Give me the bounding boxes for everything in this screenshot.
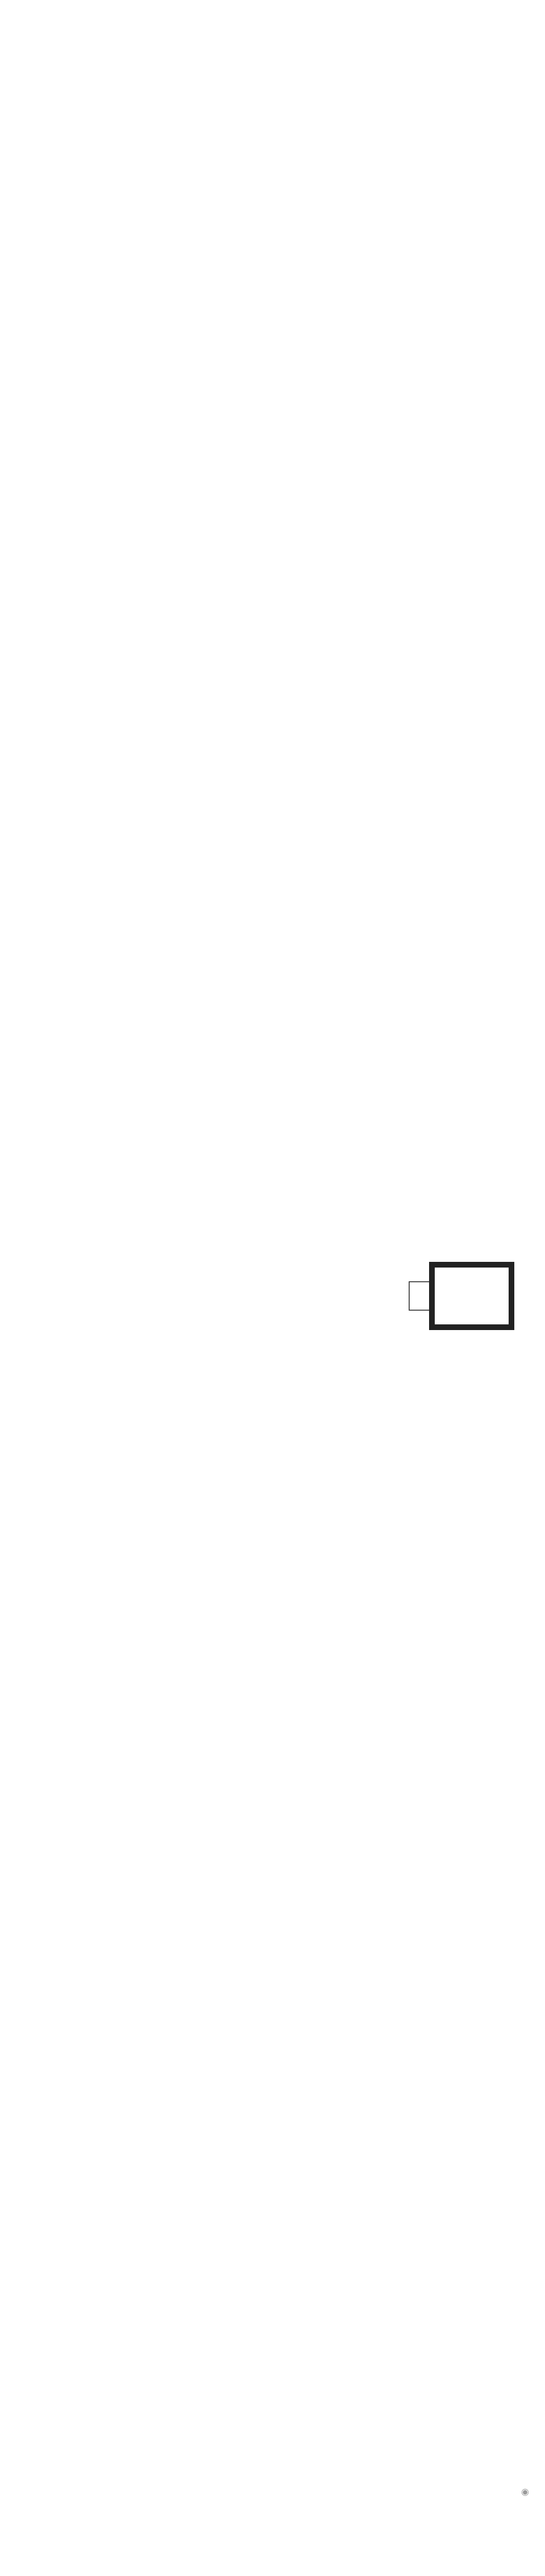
text-line	[24, 2405, 521, 2423]
text-line	[24, 851, 521, 869]
text-line	[24, 1604, 521, 1621]
text-line	[24, 869, 521, 886]
text-line	[24, 1382, 521, 1399]
text-line	[24, 2457, 521, 2474]
text-line	[24, 1024, 521, 1041]
text-line	[24, 1485, 521, 1502]
text-line	[24, 1894, 521, 1911]
text-line	[24, 1007, 521, 1024]
text-line	[24, 2133, 521, 2150]
text-line	[24, 306, 521, 323]
text-line	[24, 939, 521, 956]
text-line	[24, 1775, 521, 1792]
text-line	[24, 1928, 521, 1945]
text-line	[24, 2047, 521, 2064]
text-line	[24, 1092, 521, 1110]
section-heading	[24, 14, 521, 33]
text-line	[24, 459, 521, 476]
text-line	[24, 1826, 521, 1843]
text-line	[24, 749, 521, 766]
text-line	[24, 2474, 521, 2491]
text-line	[24, 203, 521, 221]
text-line	[24, 2320, 521, 2337]
text-line	[24, 357, 521, 374]
text-line	[24, 681, 521, 698]
text-line	[24, 2184, 521, 2201]
text-line	[24, 1758, 521, 1775]
text-line	[24, 1127, 521, 1144]
text-line	[24, 732, 521, 749]
text-line	[24, 1075, 521, 1092]
text-line	[24, 1740, 521, 1758]
text-line	[24, 1058, 521, 1075]
text-line	[24, 2508, 521, 2525]
text-line	[24, 2167, 521, 2184]
text-line	[24, 1502, 521, 1519]
text-line	[24, 1638, 521, 1655]
text-line	[24, 2201, 521, 2218]
text-line	[24, 1110, 521, 1127]
coil	[409, 1282, 432, 1310]
text-line	[24, 1792, 521, 1809]
text-line	[24, 425, 521, 442]
text-line	[24, 2218, 521, 2235]
text-line	[24, 1587, 521, 1604]
text-line	[24, 886, 521, 903]
text-line	[24, 1945, 521, 1962]
text-line	[24, 1399, 521, 1416]
text-line	[24, 186, 521, 203]
text-line	[24, 1860, 521, 1877]
text-line	[24, 834, 521, 851]
text-line	[24, 2099, 521, 2116]
text-line	[24, 118, 521, 135]
text-line	[24, 1621, 521, 1638]
text-line	[24, 50, 521, 67]
text-line	[24, 2013, 521, 2030]
text-line	[24, 527, 521, 545]
text-line	[24, 493, 521, 510]
text-line	[24, 1553, 521, 1570]
text-line	[24, 33, 521, 50]
text-line	[24, 1434, 521, 1451]
text-line	[24, 2150, 521, 2167]
text-line	[24, 289, 521, 306]
text-line	[24, 1706, 521, 1723]
text-line	[24, 238, 521, 255]
text-line	[24, 340, 521, 357]
text-line	[24, 2559, 521, 2576]
text-line	[24, 476, 521, 493]
text-line	[24, 1178, 521, 1195]
text-line	[24, 272, 521, 289]
text-line	[24, 255, 521, 272]
text-line	[24, 1195, 521, 1212]
text-line	[24, 101, 521, 118]
section-heading	[24, 920, 521, 939]
text-line	[24, 2354, 521, 2371]
text-line	[24, 2388, 521, 2405]
text-line	[24, 2252, 521, 2269]
text-line	[24, 2235, 521, 2252]
text-line	[24, 169, 521, 186]
text-line	[24, 903, 521, 920]
text-line	[24, 2269, 521, 2286]
text-line	[24, 2371, 521, 2388]
text-line	[24, 1655, 521, 1672]
text-line	[24, 510, 521, 527]
text-line	[24, 783, 521, 800]
text-line	[24, 562, 521, 579]
text-line	[24, 973, 521, 990]
text-line	[24, 1723, 521, 1740]
text-line	[24, 323, 521, 340]
text-line	[24, 1229, 521, 1246]
text-line	[24, 664, 521, 681]
text-line	[24, 1348, 521, 1365]
text-line	[24, 698, 521, 715]
text-line	[24, 135, 521, 152]
text-line	[24, 766, 521, 783]
text-line	[24, 442, 521, 459]
text-line	[24, 647, 521, 664]
text-line	[24, 1161, 521, 1178]
text-line	[24, 1451, 521, 1468]
text-line	[24, 1979, 521, 1996]
text-line	[24, 2491, 521, 2508]
text-line	[24, 579, 521, 596]
text-line	[24, 408, 521, 425]
text-line	[24, 1041, 521, 1058]
text-line	[24, 2423, 521, 2440]
text-line	[24, 1144, 521, 1161]
text-line	[24, 84, 521, 101]
text-line	[24, 613, 521, 630]
text-line	[24, 2303, 521, 2320]
text-line	[24, 1468, 521, 1485]
text-line	[24, 2542, 521, 2559]
text-line	[24, 1570, 521, 1587]
magnetic-circuit-figure	[364, 1253, 523, 1339]
text-line	[24, 2440, 521, 2457]
text-line	[24, 2081, 521, 2099]
text-line	[24, 1962, 521, 1979]
text-line	[24, 817, 521, 834]
core-outline	[432, 1265, 511, 1327]
text-line	[24, 630, 521, 647]
text-line	[24, 1877, 521, 1894]
text-line	[24, 1365, 521, 1382]
text-line	[24, 1519, 521, 1536]
text-line	[24, 391, 521, 408]
text-line	[24, 1416, 521, 1434]
text-line	[24, 956, 521, 973]
text-line	[24, 1911, 521, 1928]
text-line	[24, 990, 521, 1007]
text-line	[24, 1672, 521, 1689]
text-line	[24, 545, 521, 562]
text-line	[24, 1689, 521, 1706]
text-line	[24, 715, 521, 732]
text-line	[24, 67, 521, 84]
text-line	[24, 1843, 521, 1860]
text-line	[24, 2116, 521, 2133]
watermark	[521, 2486, 532, 2497]
text-line	[24, 221, 521, 238]
text-line	[24, 2286, 521, 2303]
text-line	[24, 596, 521, 613]
text-line	[24, 800, 521, 817]
text-line	[24, 1536, 521, 1553]
text-line	[24, 374, 521, 391]
text-line	[24, 2337, 521, 2354]
text-line	[24, 1809, 521, 1826]
text-line	[24, 2064, 521, 2081]
text-line	[24, 152, 521, 169]
text-line	[24, 2030, 521, 2047]
text-line	[24, 2525, 521, 2542]
text-line	[24, 1212, 521, 1229]
text-line	[24, 1996, 521, 2013]
wechat-icon: ◉	[521, 2486, 529, 2497]
